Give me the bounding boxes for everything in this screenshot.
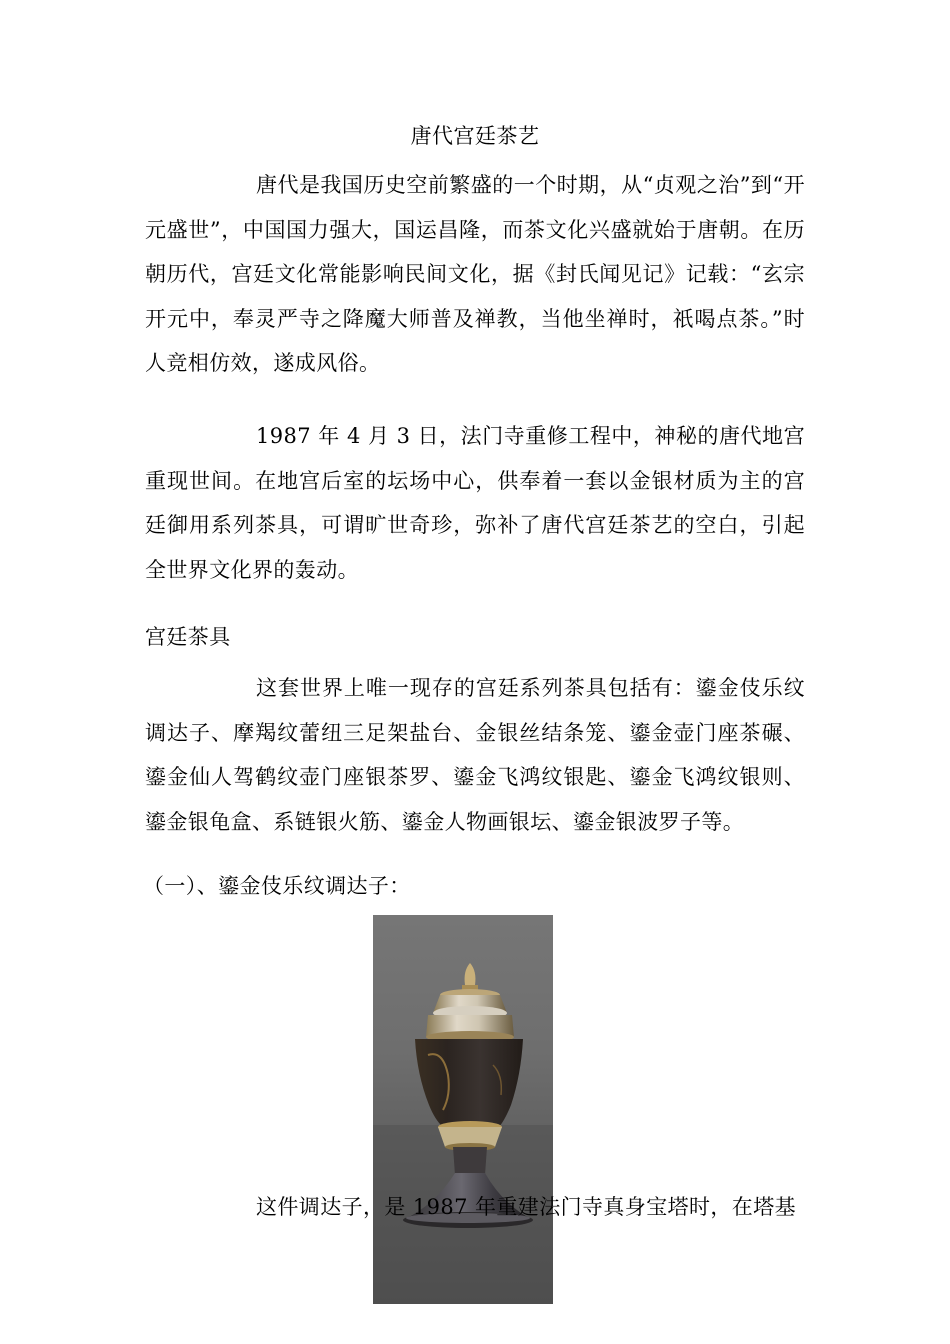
paragraph-discovery: 1987 年 4 月 3 日，法门寺重修工程中，神秘的唐代地宫重现世间。在地宫后室的坛场中心，供奉着一套以金银材质为主的宫廷御用系列茶具，可谓旷世奇珍，弥补了唐代宫廷茶艺的空白，引起全世界文化界的轰动。 bbox=[145, 424, 805, 582]
gilded-vessel-photo bbox=[373, 915, 553, 1304]
paragraph-tea-set: 这套世界上唯一现存的宫廷系列茶具包括有：鎏金伎乐纹调达子、摩羯纹蕾纽三足架盐台、金银丝结条笼、鎏金壶门座茶碾、鎏金仙人驾鹤纹壶门座银茶罗、鎏金飞鸿纹银匙、鎏金飞鸿纹银则、鎏金银龟盒、系链银火筋、鎏金人物画银坛、鎏金银波罗子等。 bbox=[145, 676, 805, 834]
paragraph-vessel-description: 这件调达子，是 1987 年重建法门寺真身宝塔时，在塔基 bbox=[256, 1195, 796, 1219]
document-title: 唐代宫廷茶艺 bbox=[410, 124, 540, 148]
subheading-item-1: （一）、鎏金伎乐纹调达子： bbox=[143, 874, 411, 898]
section-heading: 宫廷茶具 bbox=[145, 625, 231, 649]
paragraph-intro: 唐代是我国历史空前繁盛的一个时期，从“贞观之治”到“开元盛世”，中国国力强大，国运昌隆，而茶文化兴盛就始于唐朝。在历朝历代，宫廷文化常能影响民间文化，据《封氏闻见记》记载：“玄宗开元中，奉灵严寺之降魔大师普及禅教，当他坐禅时，祇喝点茶。”时人竞相仿效，遂成风俗。 bbox=[145, 173, 805, 375]
tea-vessel-icon bbox=[373, 915, 553, 1304]
